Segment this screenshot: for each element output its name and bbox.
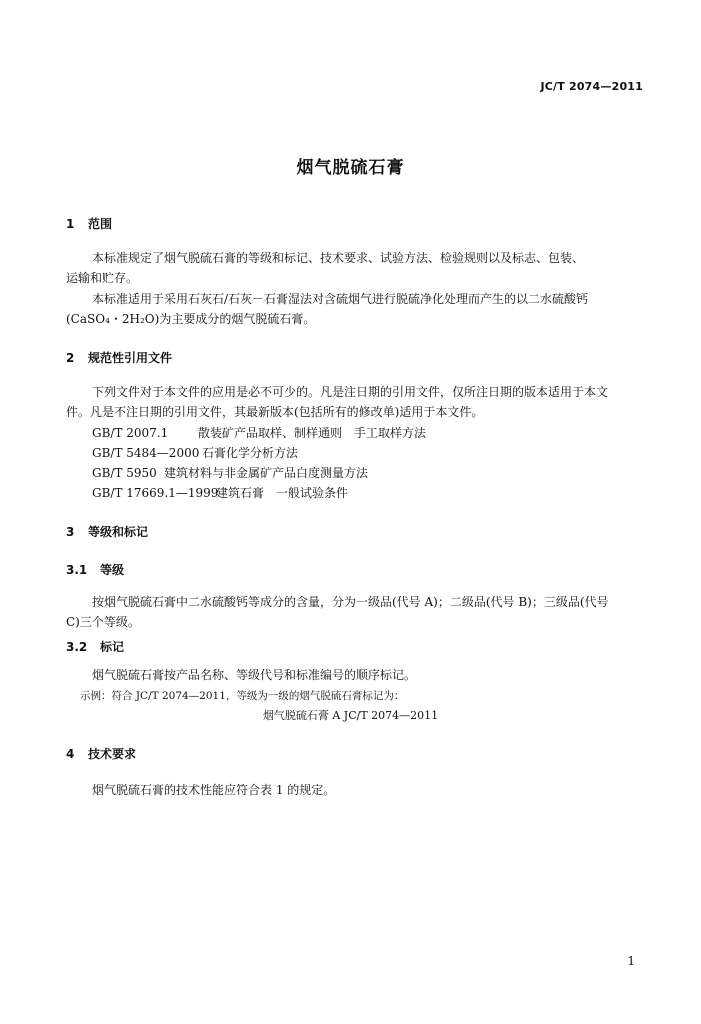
section-title: 规范性引用文件 [88, 351, 173, 365]
subsection-3-1-line-2: C)三个等级。 [66, 615, 140, 629]
standard-code-header: JC/T 2074—2011 [540, 80, 643, 93]
reference-title: 建筑材料与非金属矿产品白度测量方法 [164, 466, 369, 480]
marking-example: 烟气脱硫石膏 A JC/T 2074—2011 [262, 709, 439, 722]
reference-code: GB/T 5484—2000 [92, 446, 200, 460]
section-1-paragraph-1-line-2: 运输和贮存。 [66, 271, 139, 285]
section-number: 2 [66, 351, 75, 365]
reference-title: 建筑石膏 一般试验条件 [216, 486, 349, 500]
subsection-3-1-heading [66, 561, 124, 578]
subsection-number: 3.1 [66, 563, 88, 577]
section-1-paragraph-2-line-1: 本标准适用于采用石灰石/石灰－石膏湿法对含硫烟气进行脱硫净化处理而产生的以二水硫酸钙 [92, 292, 589, 306]
reference-code: GB/T 2007.1 [92, 426, 169, 440]
reference-item [92, 485, 348, 501]
section-number: 3 [66, 525, 75, 539]
reference-item [92, 465, 368, 481]
marking-example-label: 示例：符合 JC/T 2074—2011，等级为一级的烟气脱硫石膏标记为： [80, 690, 405, 702]
reference-code: GB/T 5950 [92, 466, 157, 480]
section-2-heading [66, 349, 172, 366]
section-number: 4 [66, 747, 75, 761]
section-number: 1 [66, 217, 75, 231]
subsection-3-1-line-1: 按烟气脱硫石膏中二水硫酸钙等成分的含量，分为一级品(代号 A)；二级品(代号 B)；三级品(代号 [92, 595, 609, 609]
section-2-paragraph-line-1: 下列文件对于本文件的应用是必不可少的。凡是注日期的引用文件，仅所注日期的版本适用于本文 [92, 385, 609, 399]
subsection-3-2-heading [66, 638, 124, 655]
document-title: 烟气脱硫石膏 [296, 158, 405, 178]
section-3-heading [66, 523, 148, 540]
reference-code: GB/T 17669.1—1999 [92, 486, 219, 500]
subsection-number: 3.2 [66, 640, 88, 654]
section-1-heading [66, 215, 112, 232]
reference-item [92, 425, 426, 441]
section-title: 范围 [88, 217, 113, 231]
page-number: 1 [627, 954, 635, 968]
section-title: 技术要求 [88, 747, 137, 761]
section-1-paragraph-2-line-2: (CaSO₄・2H₂O)为主要成分的烟气脱硫石膏。 [66, 312, 316, 326]
reference-title: 石膏化学分析方法 [202, 446, 299, 460]
section-title: 等级和标记 [88, 525, 149, 539]
subsection-title: 等级 [100, 563, 125, 577]
subsection-3-2-line-1: 烟气脱硫石膏按产品名称、等级代号和标准编号的顺序标记。 [92, 668, 417, 682]
section-4-line-1: 烟气脱硫石膏的技术性能应符合表 1 的规定。 [92, 783, 336, 797]
section-1-paragraph-1-line-1: 本标准规定了烟气脱硫石膏的等级和标记、技术要求、试验方法、检验规则以及标志、包装、 [92, 251, 585, 265]
section-4-heading [66, 745, 136, 762]
reference-title: 散装矿产品取样、制样通则 手工取样方法 [198, 426, 427, 440]
subsection-title: 标记 [100, 640, 125, 654]
reference-item [92, 445, 298, 461]
section-2-paragraph-line-2: 件。凡是不注日期的引用文件，其最新版本(包括所有的修改单)适用于本文件。 [66, 405, 484, 419]
